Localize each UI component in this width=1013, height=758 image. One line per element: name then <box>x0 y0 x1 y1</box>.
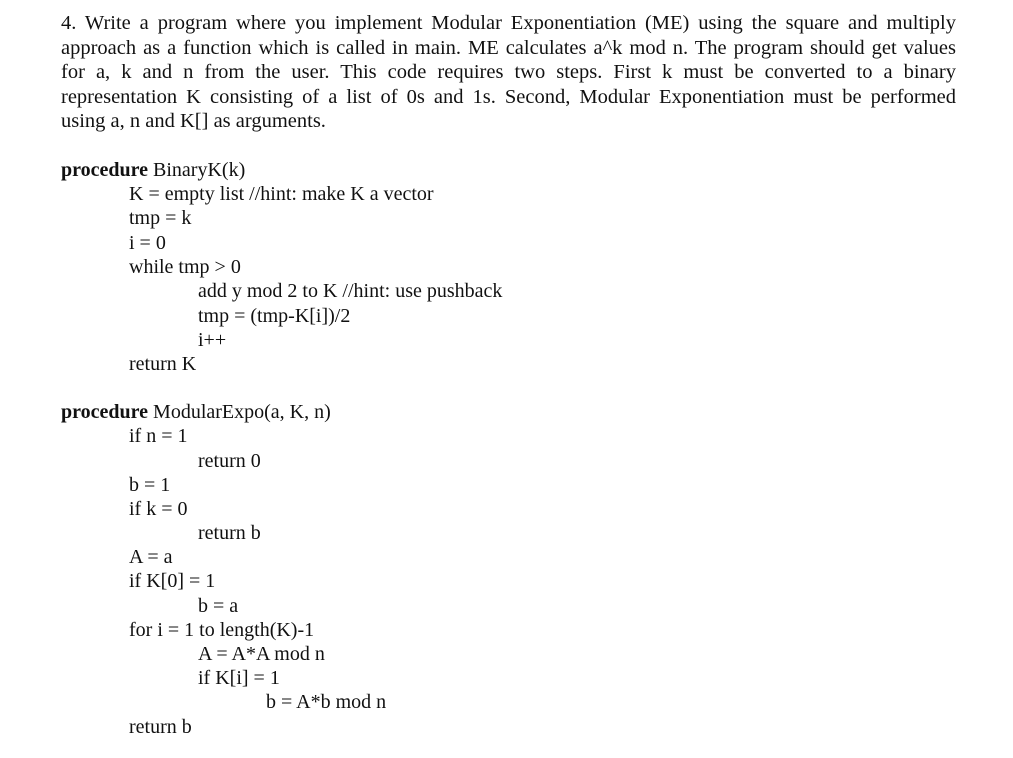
procedure-keyword: procedure <box>61 401 149 423</box>
question-line: using a, n and K[] as arguments. <box>61 110 326 132</box>
code-line: return b <box>129 716 192 738</box>
code-line: A = a <box>129 546 173 568</box>
modularexpo-signature: ModularExpo(a, K, n) <box>148 401 331 423</box>
code-line: return b <box>198 522 261 544</box>
binaryk-signature: BinaryK(k) <box>148 159 246 181</box>
code-line: if K[i] = 1 <box>198 667 280 689</box>
procedure-keyword: procedure <box>61 159 149 181</box>
code-line: i++ <box>198 329 227 351</box>
code-line: return K <box>129 353 197 375</box>
code-line: while tmp > 0 <box>129 256 241 278</box>
code-line: A = A*A mod n <box>198 643 325 665</box>
question-line: for a, k and n from the user. This code requires two steps. First k must be converted to a binary <box>61 61 956 83</box>
binaryk-header <box>61 158 245 182</box>
question-text <box>61 11 956 134</box>
code-line: b = 1 <box>129 474 171 496</box>
code-line: K = empty list //hint: make K a vector <box>129 183 434 205</box>
code-line: tmp = k <box>129 207 192 229</box>
question-line: representation K consisting of a list of 0s and 1s. Second, Modular Exponentiation must be performed <box>61 85 956 108</box>
question-line: 4. Write a program where you implement Modular Exponentiation (ME) using the square and multiply <box>61 12 956 34</box>
code-line: b = A*b mod n <box>266 691 387 713</box>
modularexpo-header <box>61 400 331 424</box>
code-line: i = 0 <box>129 232 166 254</box>
code-line: tmp = (tmp-K[i])/2 <box>198 305 351 327</box>
code-line: if K[0] = 1 <box>129 570 216 592</box>
code-line: if k = 0 <box>129 498 188 520</box>
code-line: return 0 <box>198 450 261 472</box>
code-line: b = a <box>198 595 239 617</box>
code-line: if n = 1 <box>129 425 188 447</box>
question-line: approach as a function which is called in main. ME calculates a^k mod n. The program should get values <box>61 36 956 59</box>
code-line: add y mod 2 to K //hint: use pushback <box>198 280 503 302</box>
code-line: for i = 1 to length(K)-1 <box>129 619 315 641</box>
